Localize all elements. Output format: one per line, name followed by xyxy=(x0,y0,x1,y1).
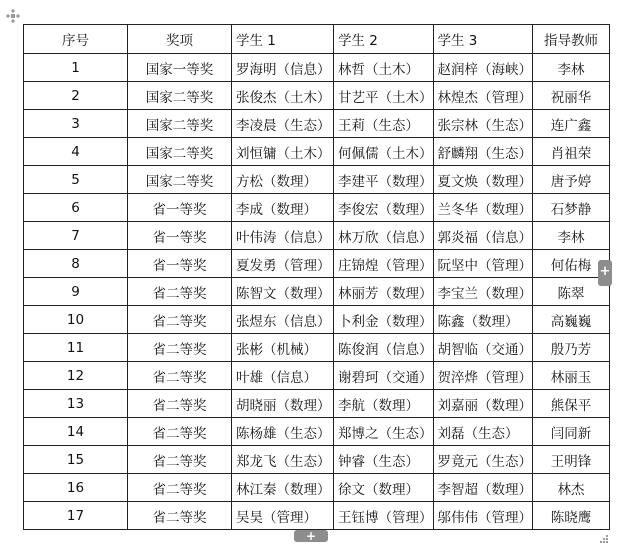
cell-student-2[interactable]: 林哲（土木） xyxy=(334,54,434,82)
cell-student-1[interactable]: 刘恒镛（土木） xyxy=(232,138,334,166)
cell-student-3[interactable]: 罗竟元（生态） xyxy=(433,446,533,474)
cell-number[interactable]: 16 xyxy=(24,474,128,502)
cell-student-2[interactable]: 林丽芳（数理） xyxy=(334,278,434,306)
cell-student-1[interactable]: 方松（数理） xyxy=(232,166,334,194)
table-row xyxy=(24,278,610,306)
resize-corner-icon xyxy=(598,533,610,545)
cell-student-3[interactable]: 郭炎福（信息） xyxy=(433,222,533,250)
cell-student-3[interactable]: 刘磊（生态） xyxy=(433,418,533,446)
table-header-row xyxy=(24,25,610,54)
cell-award[interactable]: 省二等奖 xyxy=(128,278,232,306)
table-move-handle[interactable] xyxy=(6,8,20,22)
add-column-button[interactable] xyxy=(598,260,612,286)
cell-student-2[interactable]: 李俊宏（数理） xyxy=(334,194,434,222)
move-icon xyxy=(6,9,20,23)
header-cell[interactable]: 学生 1 xyxy=(232,25,334,54)
table-resize-handle[interactable] xyxy=(598,530,610,542)
cell-student-2[interactable]: 李航（数理） xyxy=(334,390,434,418)
cell-advisor[interactable]: 闫同新 xyxy=(533,418,610,446)
cell-number[interactable]: 9 xyxy=(24,278,128,306)
cell-award[interactable]: 省二等奖 xyxy=(128,390,232,418)
cell-award[interactable]: 省二等奖 xyxy=(128,306,232,334)
cell-award[interactable]: 省二等奖 xyxy=(128,362,232,390)
cell-advisor[interactable]: 何佑梅 xyxy=(533,250,610,278)
cell-student-1[interactable]: 罗海明（信息） xyxy=(232,54,334,82)
cell-student-2[interactable]: 甘艺平（土木） xyxy=(334,82,434,110)
cell-student-2[interactable]: 钟睿（生态） xyxy=(334,446,434,474)
cell-number[interactable]: 17 xyxy=(24,502,128,530)
cell-student-2[interactable]: 林万欣（信息） xyxy=(334,222,434,250)
cell-award[interactable]: 省一等奖 xyxy=(128,250,232,278)
cell-number[interactable]: 15 xyxy=(24,446,128,474)
cell-student-3[interactable]: 阮坚中（管理） xyxy=(433,250,533,278)
cell-student-1[interactable]: 夏发勇（管理） xyxy=(232,250,334,278)
awards-table xyxy=(23,24,610,530)
table-row xyxy=(24,222,610,250)
table-row xyxy=(24,334,610,362)
table-row xyxy=(24,82,610,110)
cell-student-2[interactable]: 陈俊润（信息） xyxy=(334,334,434,362)
cell-student-2[interactable]: 何佩儒（土木） xyxy=(334,138,434,166)
table-row xyxy=(24,362,610,390)
table-row xyxy=(24,110,610,138)
cell-advisor[interactable]: 连广鑫 xyxy=(533,110,610,138)
cell-advisor[interactable]: 祝丽华 xyxy=(533,82,610,110)
cell-student-1[interactable]: 叶雄（信息） xyxy=(232,362,334,390)
cell-student-1[interactable]: 胡晓丽（数理） xyxy=(232,390,334,418)
table-row xyxy=(24,250,610,278)
cell-advisor[interactable]: 殷乃芳 xyxy=(533,334,610,362)
cell-student-3[interactable]: 夏文焕（数理） xyxy=(433,166,533,194)
cell-student-2[interactable]: 王钰博（管理） xyxy=(334,502,434,530)
cell-student-1[interactable]: 陈智文（数理） xyxy=(232,278,334,306)
cell-number[interactable]: 14 xyxy=(24,418,128,446)
cell-number[interactable]: 10 xyxy=(24,306,128,334)
cell-student-3[interactable]: 李智超（数理） xyxy=(433,474,533,502)
cell-award[interactable]: 国家二等奖 xyxy=(128,110,232,138)
cell-student-1[interactable]: 李成（数理） xyxy=(232,194,334,222)
table-row xyxy=(24,474,610,502)
cell-student-2[interactable]: 谢碧珂（交通） xyxy=(334,362,434,390)
cell-advisor[interactable]: 林丽玉 xyxy=(533,362,610,390)
cell-advisor[interactable]: 陈晓鹰 xyxy=(533,502,610,530)
add-row-label: + xyxy=(305,529,317,543)
cell-student-3[interactable]: 舒麟翔（生态） xyxy=(433,138,533,166)
cell-advisor[interactable]: 唐予婷 xyxy=(533,166,610,194)
header-cell[interactable]: 指导教师 xyxy=(533,25,610,54)
cell-advisor[interactable]: 李林 xyxy=(533,222,610,250)
cell-award[interactable]: 省二等奖 xyxy=(128,418,232,446)
cell-award[interactable]: 省一等奖 xyxy=(128,222,232,250)
cell-student-3[interactable]: 陈鑫（数理） xyxy=(433,306,533,334)
add-column-label: + xyxy=(599,264,611,279)
cell-award[interactable]: 国家一等奖 xyxy=(128,54,232,82)
cell-number[interactable]: 11 xyxy=(24,334,128,362)
cell-student-1[interactable]: 张煜东（信息） xyxy=(232,306,334,334)
cell-advisor[interactable]: 林杰 xyxy=(533,474,610,502)
cell-student-2[interactable]: 郑博之（生态） xyxy=(334,418,434,446)
table-row xyxy=(24,166,610,194)
table-row xyxy=(24,502,610,530)
cell-student-1[interactable]: 张彬（机械） xyxy=(232,334,334,362)
cell-student-1[interactable]: 张俊杰（土木） xyxy=(232,82,334,110)
cell-award[interactable]: 省二等奖 xyxy=(128,502,232,530)
cell-advisor[interactable]: 肖祖荣 xyxy=(533,138,610,166)
cell-award[interactable]: 国家二等奖 xyxy=(128,138,232,166)
cell-advisor[interactable]: 石梦静 xyxy=(533,194,610,222)
add-row-button[interactable] xyxy=(294,530,328,542)
cell-number[interactable]: 2 xyxy=(24,82,128,110)
cell-award[interactable]: 省一等奖 xyxy=(128,194,232,222)
cell-student-1[interactable]: 叶伟涛（信息） xyxy=(232,222,334,250)
cell-number[interactable]: 7 xyxy=(24,222,128,250)
table-row xyxy=(24,138,610,166)
header-cell[interactable]: 序号 xyxy=(24,25,128,54)
cell-award[interactable]: 省二等奖 xyxy=(128,446,232,474)
header-cell[interactable]: 奖项 xyxy=(128,25,232,54)
cell-advisor[interactable]: 王明锋 xyxy=(533,446,610,474)
table-row xyxy=(24,306,610,334)
cell-student-3[interactable]: 贺淬烨（管理） xyxy=(433,362,533,390)
cell-student-3[interactable]: 李宝兰（数理） xyxy=(433,278,533,306)
cell-student-1[interactable]: 林江秦（数理） xyxy=(232,474,334,502)
cell-student-1[interactable]: 陈杨雄（生态） xyxy=(232,418,334,446)
cell-student-3[interactable]: 林煌杰（管理） xyxy=(433,82,533,110)
cell-number[interactable]: 5 xyxy=(24,166,128,194)
table-row xyxy=(24,446,610,474)
table-row xyxy=(24,54,610,82)
cell-student-2[interactable]: 庄锦煌（管理） xyxy=(334,250,434,278)
cell-student-3[interactable]: 兰冬华（数理） xyxy=(433,194,533,222)
header-cell[interactable]: 学生 2 xyxy=(334,25,434,54)
cell-award[interactable]: 国家二等奖 xyxy=(128,82,232,110)
cell-advisor[interactable]: 陈翠 xyxy=(533,278,610,306)
cell-student-3[interactable]: 张宗林（生态） xyxy=(433,110,533,138)
cell-student-2[interactable]: 李建平（数理） xyxy=(334,166,434,194)
cell-advisor[interactable]: 高巍巍 xyxy=(533,306,610,334)
cell-number[interactable]: 6 xyxy=(24,194,128,222)
cell-student-3[interactable]: 刘嘉丽（数理） xyxy=(433,390,533,418)
table-row xyxy=(24,194,610,222)
header-cell[interactable]: 学生 3 xyxy=(433,25,533,54)
cell-number[interactable]: 8 xyxy=(24,250,128,278)
cell-award[interactable]: 国家二等奖 xyxy=(128,166,232,194)
cell-number[interactable]: 1 xyxy=(24,54,128,82)
cell-student-1[interactable]: 李凌晨（生态） xyxy=(232,110,334,138)
cell-student-1[interactable]: 郑龙飞（生态） xyxy=(232,446,334,474)
cell-student-1[interactable]: 吴昊（管理） xyxy=(232,502,334,530)
cell-student-3[interactable]: 胡智临（交通） xyxy=(433,334,533,362)
cell-student-2[interactable]: 卜利金（数理） xyxy=(334,306,434,334)
cell-award[interactable]: 省二等奖 xyxy=(128,474,232,502)
table-row xyxy=(24,390,610,418)
cell-award[interactable]: 省二等奖 xyxy=(128,334,232,362)
cell-advisor[interactable]: 李林 xyxy=(533,54,610,82)
table-row xyxy=(24,418,610,446)
cell-student-3[interactable]: 邬伟伟（管理） xyxy=(433,502,533,530)
cell-number[interactable]: 4 xyxy=(24,138,128,166)
cell-number[interactable]: 12 xyxy=(24,362,128,390)
cell-advisor[interactable]: 熊保平 xyxy=(533,390,610,418)
cell-student-2[interactable]: 徐文（数理） xyxy=(334,474,434,502)
cell-student-2[interactable]: 王莉（生态） xyxy=(334,110,434,138)
cell-number[interactable]: 13 xyxy=(24,390,128,418)
cell-student-3[interactable]: 赵润梓（海峡） xyxy=(433,54,533,82)
cell-number[interactable]: 3 xyxy=(24,110,128,138)
